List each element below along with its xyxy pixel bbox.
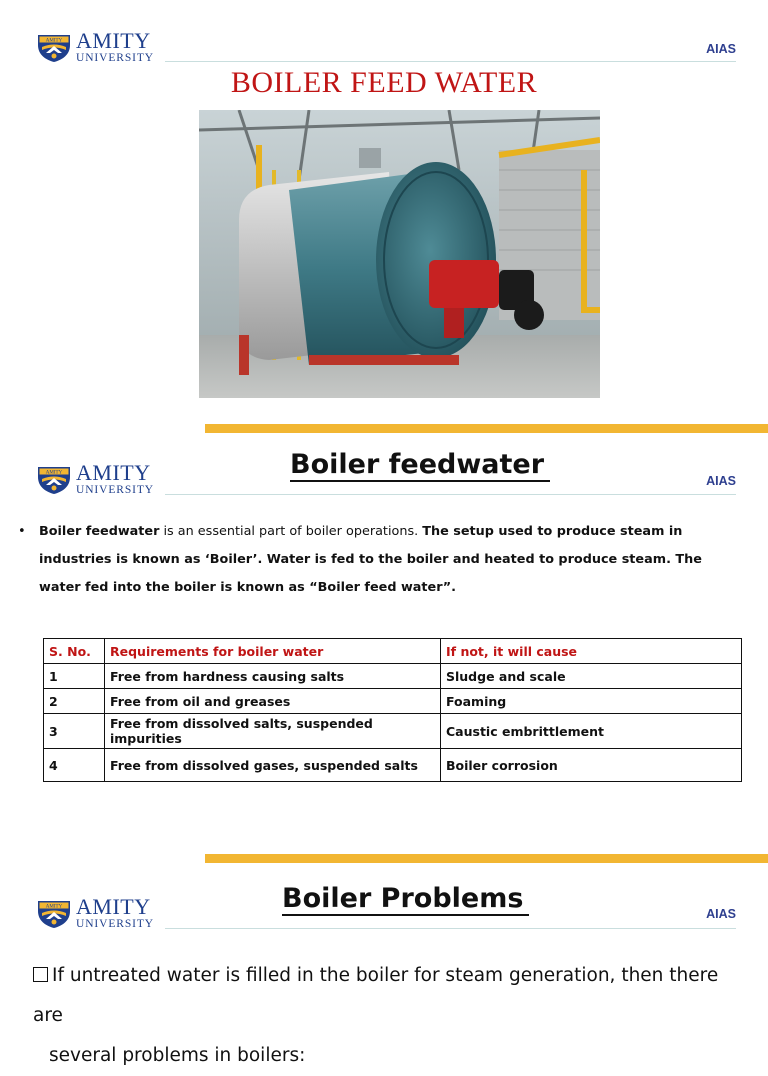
table-row	[44, 714, 742, 749]
amity-logo	[36, 30, 154, 65]
table-header-cell: Requirements for boiler water	[105, 639, 441, 664]
requirements-table	[43, 638, 742, 782]
table-header-cell: If not, it will cause	[441, 639, 742, 664]
header-divider	[165, 494, 736, 495]
table-cell: 4	[44, 749, 105, 782]
logo-name: AMITY	[76, 28, 151, 53]
accent-bar	[205, 854, 768, 863]
square-bullet-icon	[33, 967, 48, 982]
table-cell: Free from dissolved gases, suspended salts	[105, 749, 441, 782]
logo-subtitle: UNIVERSITY	[76, 918, 154, 930]
aias-label: AIAS	[706, 907, 736, 921]
amity-logo	[36, 462, 154, 497]
table-cell: Free from hardness causing salts	[105, 664, 441, 689]
table-cell: Free from oil and greases	[105, 689, 441, 714]
table-cell: 2	[44, 689, 105, 714]
list-item-line2: several problems in boilers:	[49, 1045, 306, 1066]
slide-title: Boiler feedwater	[290, 450, 550, 482]
table-cell: Free from dissolved salts, suspended impurities	[105, 714, 441, 749]
svg-text:AMITY: AMITY	[45, 38, 63, 44]
logo-name: AMITY	[76, 894, 151, 919]
header-divider	[165, 61, 736, 62]
logo-subtitle: UNIVERSITY	[76, 484, 154, 496]
list-item-line1: If untreated water is filled in the boiler for steam generation, then there are	[33, 965, 719, 1026]
slide-title: BOILER FEED WATER	[230, 66, 538, 99]
intro-paragraph	[18, 518, 744, 602]
accent-bar	[205, 424, 768, 433]
table-cell: Foaming	[441, 689, 742, 714]
industrial-boiler-photo	[199, 110, 600, 398]
slide-title: Boiler Problems	[282, 884, 529, 916]
amity-emblem-icon	[36, 463, 72, 495]
aias-label: AIAS	[706, 474, 736, 488]
table-cell: Sludge and scale	[441, 664, 742, 689]
paragraph-normal-text: is an essential part of boiler operations.	[159, 524, 423, 539]
table-cell: 1	[44, 664, 105, 689]
logo-name: AMITY	[76, 460, 151, 485]
table-cell: Boiler corrosion	[441, 749, 742, 782]
table-header-row	[44, 639, 742, 664]
slide-boiler-feed-water	[0, 0, 768, 424]
aias-label: AIAS	[706, 42, 736, 56]
table-row	[44, 664, 742, 689]
slide-boiler-feedwater	[0, 424, 768, 854]
header-divider	[165, 928, 736, 929]
amity-emblem-icon	[36, 897, 72, 929]
svg-text:AMITY: AMITY	[45, 470, 63, 476]
term-boiler-feedwater: Boiler feedwater	[39, 524, 160, 539]
logo-subtitle: UNIVERSITY	[76, 52, 154, 64]
table-header-cell: S. No.	[44, 639, 105, 664]
bullet-icon: •	[18, 524, 26, 539]
amity-emblem-icon	[36, 31, 72, 63]
slide-boiler-problems	[0, 854, 768, 1066]
svg-text:AMITY: AMITY	[45, 904, 63, 910]
table-cell: 3	[44, 714, 105, 749]
paragraph-bold-text: The setup used to produce steam in industries is known as ‘Boiler’. Water is fed to the boiler and heated to produce steam. The water fed into the boiler is known as “Boiler feed water”.	[39, 524, 702, 595]
table-cell: Caustic embrittlement	[441, 714, 742, 749]
amity-logo	[36, 896, 154, 931]
list-item	[33, 956, 753, 1076]
table-row	[44, 689, 742, 714]
table-row	[44, 749, 742, 782]
